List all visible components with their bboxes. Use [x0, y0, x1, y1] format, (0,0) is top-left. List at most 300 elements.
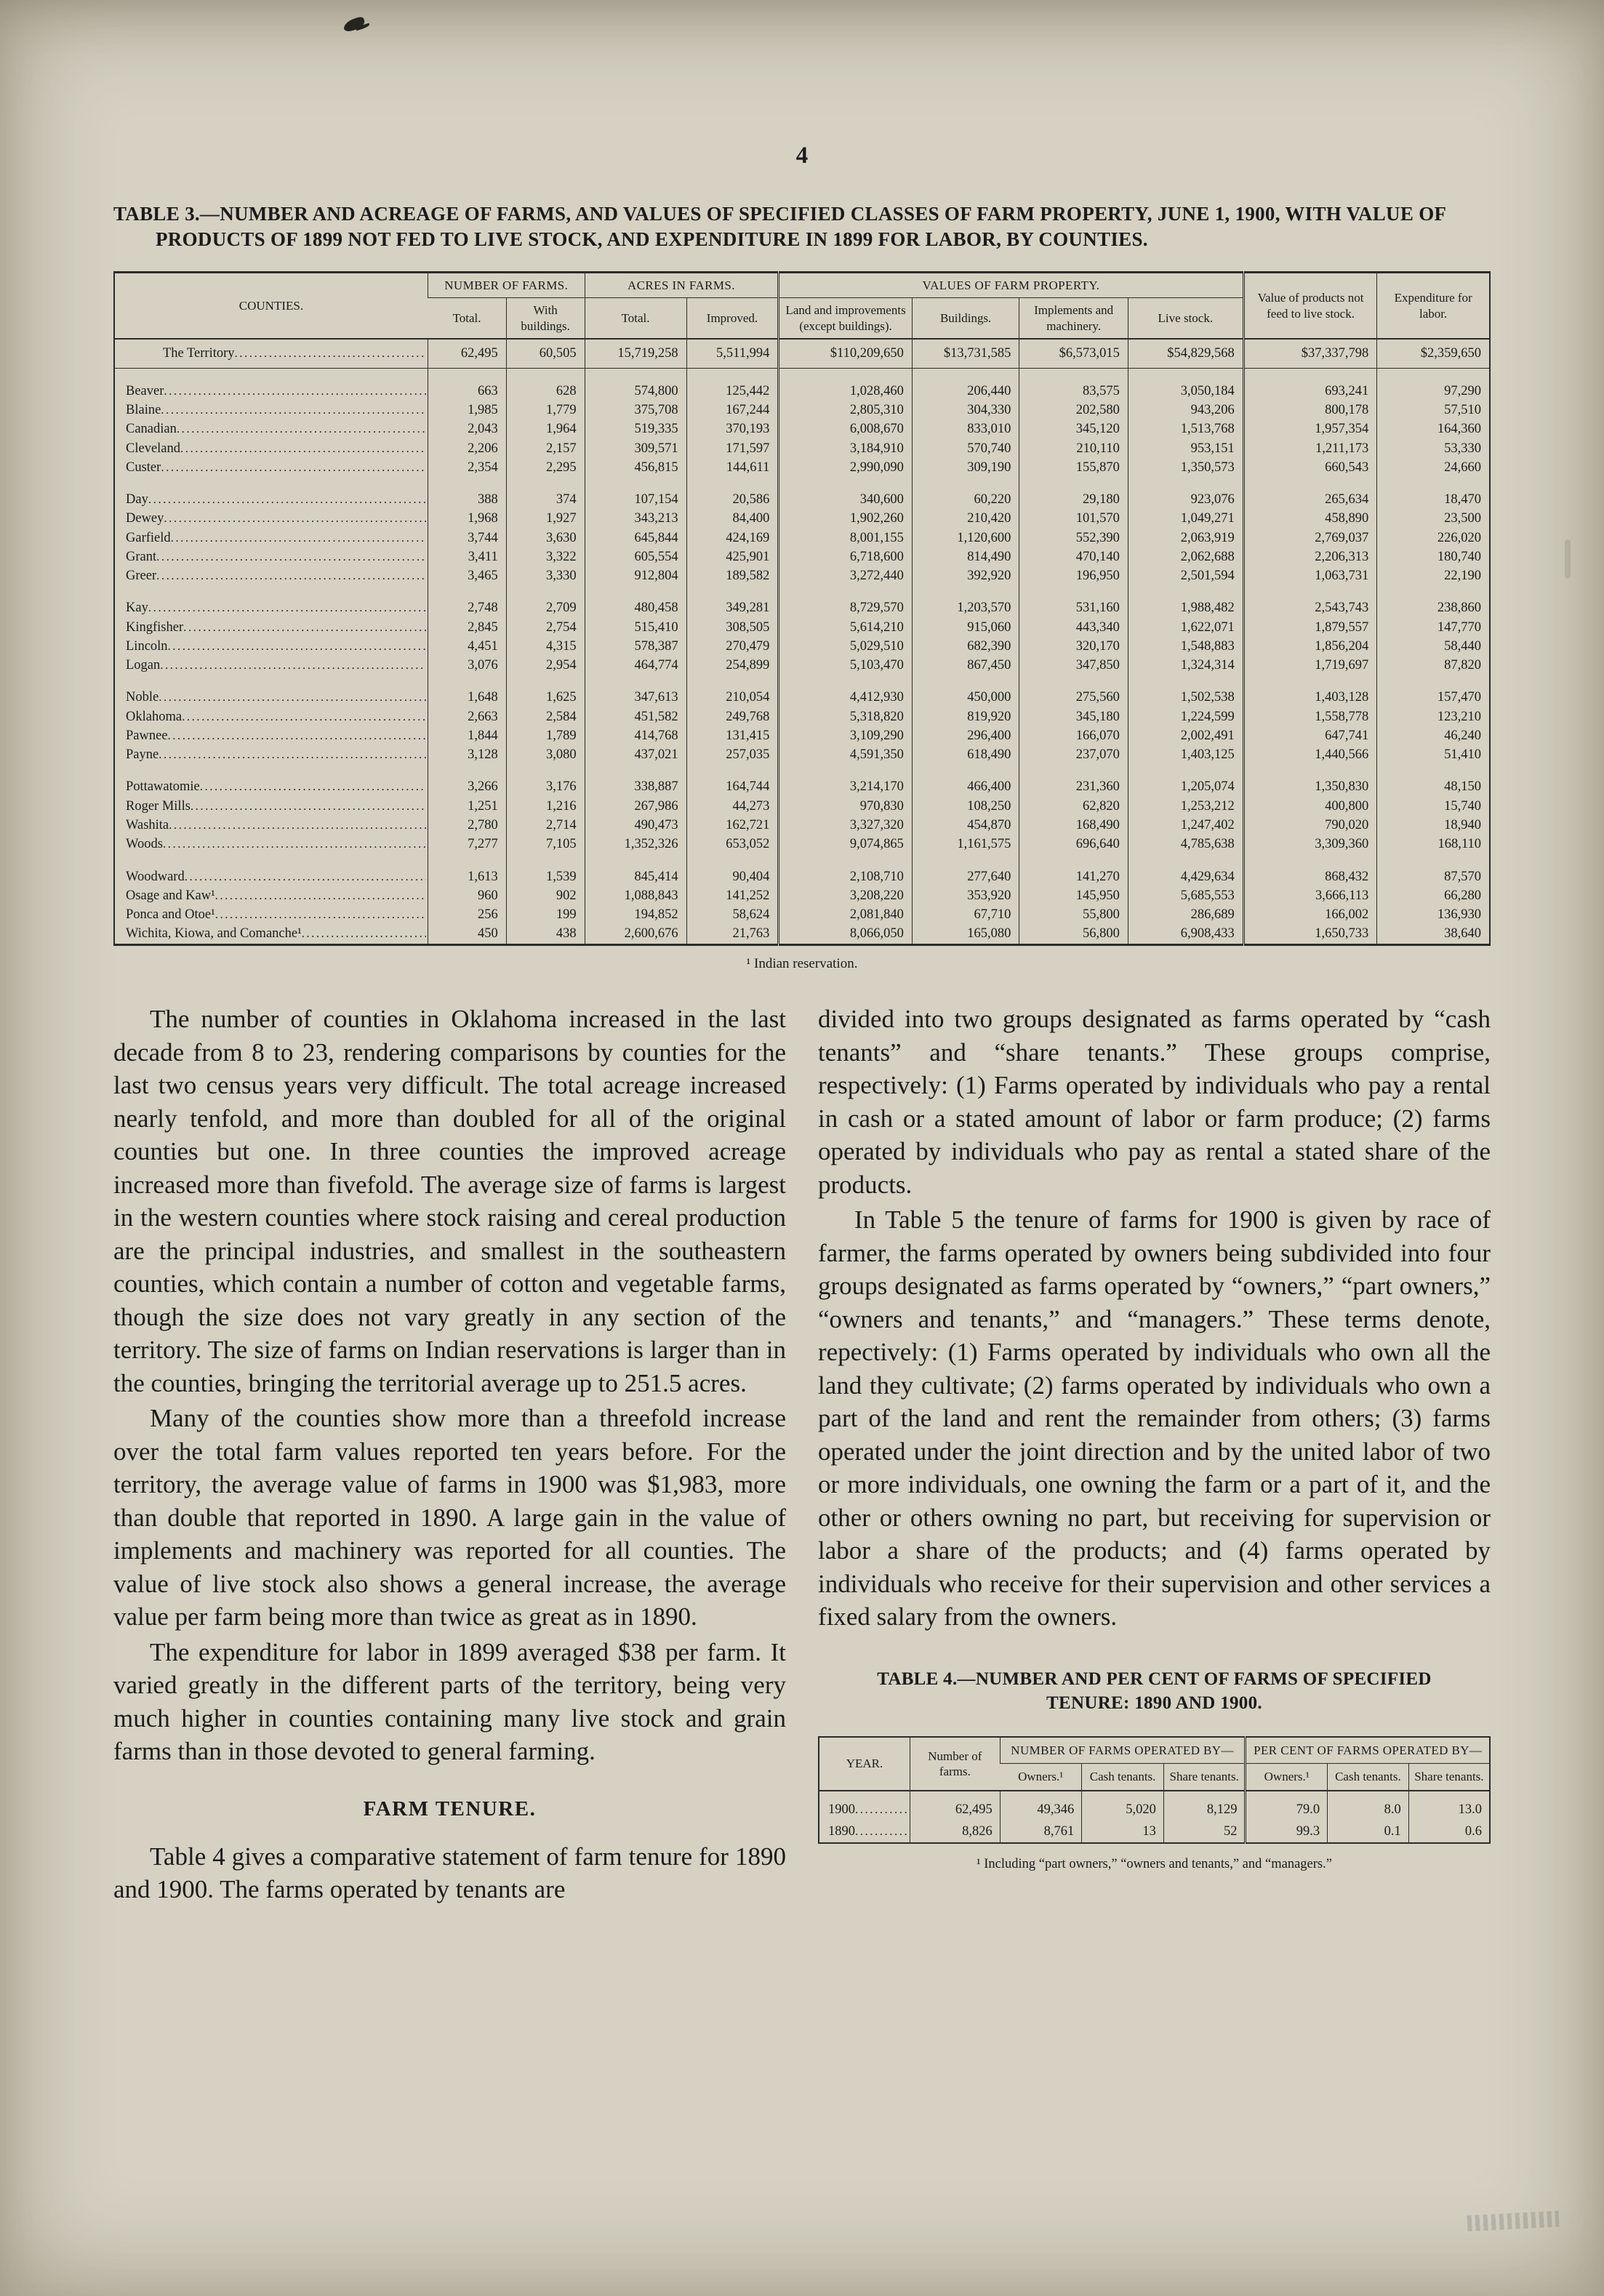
- gap-cell: [1019, 478, 1128, 491]
- value-cell: 8,129: [1163, 1791, 1246, 1821]
- table-row: [114, 567, 1490, 586]
- value-cell: 370,193: [686, 420, 779, 439]
- value-cell: 44,273: [686, 797, 779, 816]
- value-cell: 8,826: [910, 1821, 1001, 1843]
- value-cell: 1,539: [506, 867, 585, 886]
- table-row: [114, 458, 1490, 477]
- value-cell: 147,770: [1377, 618, 1490, 637]
- value-cell: 1,203,570: [912, 599, 1019, 618]
- value-cell: 388: [428, 491, 506, 510]
- value-cell: 4,591,350: [779, 746, 913, 765]
- value-cell: 3,666,113: [1243, 886, 1377, 905]
- value-cell: 1,902,260: [779, 510, 913, 529]
- value-cell: 57,510: [1377, 401, 1490, 420]
- table-row: [114, 439, 1490, 458]
- gap-cell: [1243, 478, 1377, 491]
- value-cell: 5,614,210: [779, 618, 913, 637]
- value-cell: $13,731,585: [912, 339, 1019, 369]
- value-cell: 1,205,074: [1128, 778, 1243, 797]
- table-row: [114, 906, 1490, 925]
- value-cell: 574,800: [585, 382, 686, 401]
- value-cell: 296,400: [912, 726, 1019, 745]
- gap-cell: [1377, 675, 1490, 689]
- value-cell: 2,157: [506, 439, 585, 458]
- col-header-owners: Owners.¹: [1018, 1770, 1064, 1784]
- col-group-number-operated-by: NUMBER OF FARMS OPERATED BY—: [1000, 1737, 1246, 1764]
- dot-leader: [235, 346, 426, 361]
- table4: [818, 1736, 1491, 1844]
- value-cell: 960: [428, 886, 506, 905]
- dot-leader: [164, 511, 425, 526]
- value-cell: 29,180: [1019, 491, 1128, 510]
- value-cell: 267,986: [585, 797, 686, 816]
- value-cell: 304,330: [912, 401, 1019, 420]
- dot-leader: [159, 747, 426, 763]
- table-row: [114, 657, 1490, 675]
- value-cell: 99.3: [1246, 1821, 1328, 1843]
- value-cell: $37,337,798: [1243, 339, 1377, 369]
- col-header-year: YEAR.: [846, 1757, 883, 1771]
- value-cell: 1,548,883: [1128, 637, 1243, 656]
- value-cell: 13: [1082, 1821, 1164, 1843]
- two-column-text: [113, 1003, 1491, 1906]
- value-cell: 123,210: [1377, 707, 1490, 726]
- group-gap: [114, 478, 1490, 491]
- gap-cell: [912, 369, 1019, 382]
- value-cell: 164,744: [686, 778, 779, 797]
- gap-cell: [912, 675, 1019, 689]
- value-cell: 7,105: [506, 835, 585, 854]
- value-cell: 867,450: [912, 657, 1019, 675]
- value-cell: 18,940: [1377, 816, 1490, 835]
- value-cell: 3,080: [506, 746, 585, 765]
- value-cell: 20,586: [686, 491, 779, 510]
- table-row: [114, 867, 1490, 886]
- value-cell: 340,600: [779, 491, 913, 510]
- value-cell: 2,043: [428, 420, 506, 439]
- value-cell: 21,763: [686, 925, 779, 945]
- value-cell: 868,432: [1243, 867, 1377, 886]
- table-row: [114, 618, 1490, 637]
- table4-body: [819, 1791, 1490, 1843]
- county-name-cell: [114, 618, 428, 637]
- value-cell: 2,108,710: [779, 867, 913, 886]
- value-cell: 3,330: [506, 567, 585, 586]
- value-cell: 647,741: [1243, 726, 1377, 745]
- dot-leader: [160, 658, 426, 673]
- value-cell: 166,070: [1019, 726, 1128, 745]
- gap-cell: [779, 854, 913, 867]
- gap-cell: [686, 675, 779, 689]
- county-name: Osage and Kaw¹: [126, 888, 215, 903]
- value-cell: 466,400: [912, 778, 1019, 797]
- gap-cell: [585, 675, 686, 689]
- farm-tenure-heading: FARM TENURE.: [363, 1797, 537, 1821]
- value-cell: 682,390: [912, 637, 1019, 656]
- value-cell: 552,390: [1019, 529, 1128, 547]
- gap-cell: [1019, 765, 1128, 778]
- value-cell: 345,120: [1019, 420, 1128, 439]
- value-cell: 1,120,600: [912, 529, 1019, 547]
- value-cell: 3,184,910: [779, 439, 913, 458]
- table3-title: TABLE 3.—NUMBER AND ACREAGE OF FARMS, AND VALUES OF SPECIFIED CLASSES OF FARM PROPERTY, JUNE 1, 1900, WITH VALUE OF PRODUCTS OF 1899 NOT FED TO LIVE STOCK, AND EXPENDITURE IN 1899 FOR LABOR, BY COUNTIES.: [113, 203, 1446, 251]
- value-cell: 58,440: [1377, 637, 1490, 656]
- gap-cell: [114, 854, 428, 867]
- table-row: [114, 529, 1490, 547]
- dot-leader: [156, 550, 426, 565]
- value-cell: 90,404: [686, 867, 779, 886]
- value-cell: 136,930: [1377, 906, 1490, 925]
- value-cell: 189,582: [686, 567, 779, 586]
- col-header-pct-cash-tenants: Cash tenants.: [1328, 1764, 1409, 1791]
- gap-cell: [1243, 675, 1377, 689]
- value-cell: 2,769,037: [1243, 529, 1377, 547]
- county-name: Canadian: [126, 422, 177, 437]
- county-name-cell: [114, 510, 428, 529]
- value-cell: 165,080: [912, 925, 1019, 945]
- value-cell: 256: [428, 906, 506, 925]
- dot-leader: [148, 492, 426, 507]
- value-cell: 902: [506, 886, 585, 905]
- value-cell: 48,150: [1377, 778, 1490, 797]
- value-cell: 1,161,575: [912, 835, 1019, 854]
- value-cell: 3,744: [428, 529, 506, 547]
- dot-leader: [159, 690, 426, 705]
- value-cell: 60,505: [506, 339, 585, 369]
- col-header-acres-total: Total.: [585, 298, 686, 339]
- dot-leader: [302, 926, 426, 942]
- value-cell: 3,076: [428, 657, 506, 675]
- gap-cell: [1243, 765, 1377, 778]
- col-group-values-of-property: VALUES OF FARM PROPERTY.: [779, 273, 1243, 298]
- value-cell: 2,002,491: [1128, 726, 1243, 745]
- value-cell: 912,804: [585, 567, 686, 586]
- value-cell: 265,634: [1243, 491, 1377, 510]
- value-cell: 2,543,743: [1243, 599, 1377, 618]
- county-name-cell: [114, 867, 428, 886]
- county-name: Oklahoma: [126, 709, 183, 724]
- gap-cell: [912, 586, 1019, 599]
- county-name: Wichita, Kiowa, and Comanche¹: [126, 926, 302, 942]
- value-cell: 1,247,402: [1128, 816, 1243, 835]
- value-cell: 62,495: [910, 1791, 1001, 1821]
- value-cell: 4,785,638: [1128, 835, 1243, 854]
- gap-cell: [1377, 854, 1490, 867]
- county-name-cell: [114, 778, 428, 797]
- county-name-cell: [114, 529, 428, 547]
- value-cell: 349,281: [686, 599, 779, 618]
- page-number: 4: [795, 143, 809, 169]
- col-header-with-buildings: With buildings.: [506, 298, 585, 339]
- group-gap: [114, 854, 1490, 867]
- value-cell: 1,440,566: [1243, 746, 1377, 765]
- value-cell: 2,663: [428, 707, 506, 726]
- value-cell: 1,352,326: [585, 835, 686, 854]
- value-cell: 66,280: [1377, 886, 1490, 905]
- value-cell: 1,403,128: [1243, 689, 1377, 707]
- value-cell: 13.0: [1408, 1791, 1490, 1821]
- value-cell: 286,689: [1128, 906, 1243, 925]
- county-name-cell: [114, 797, 428, 816]
- value-cell: 458,890: [1243, 510, 1377, 529]
- table3-footnote: ¹ Indian reservation.: [746, 956, 858, 972]
- value-cell: 605,554: [585, 547, 686, 566]
- year-label: 1900: [828, 1802, 855, 1817]
- value-cell: 237,070: [1019, 746, 1128, 765]
- value-cell: 345,180: [1019, 707, 1128, 726]
- value-cell: 2,954: [506, 657, 585, 675]
- value-cell: 2,990,090: [779, 458, 913, 477]
- value-cell: 1,216: [506, 797, 585, 816]
- dot-leader: [191, 799, 426, 814]
- col-header-acres-improved: Improved.: [686, 298, 779, 339]
- county-name: Beaver: [126, 383, 164, 398]
- value-cell: 819,920: [912, 707, 1019, 726]
- dot-leader: [171, 531, 426, 546]
- col-header-products-value: Value of products not feed to live stock.: [1243, 273, 1377, 339]
- county-name: Dewey: [126, 511, 164, 526]
- value-cell: 62,495: [428, 339, 506, 369]
- value-cell: 53,330: [1377, 439, 1490, 458]
- value-cell: 1,844: [428, 726, 506, 745]
- value-cell: 1,224,599: [1128, 707, 1243, 726]
- col-group-percent-operated-by: PER CENT OF FARMS OPERATED BY—: [1246, 1737, 1490, 1764]
- value-cell: 845,414: [585, 867, 686, 886]
- gap-cell: [506, 765, 585, 778]
- value-cell: 2,845: [428, 618, 506, 637]
- value-cell: 970,830: [779, 797, 913, 816]
- value-cell: 107,154: [585, 491, 686, 510]
- gap-cell: [686, 854, 779, 867]
- value-cell: 84,400: [686, 510, 779, 529]
- table-row: [114, 778, 1490, 797]
- value-cell: 15,740: [1377, 797, 1490, 816]
- value-cell: 693,241: [1243, 382, 1377, 401]
- value-cell: 1,789: [506, 726, 585, 745]
- value-cell: 0.6: [1408, 1821, 1490, 1843]
- gap-cell: [585, 369, 686, 382]
- value-cell: 157,470: [1377, 689, 1490, 707]
- county-name-cell: [114, 439, 428, 458]
- county-name-cell: [114, 657, 428, 675]
- value-cell: 210,054: [686, 689, 779, 707]
- col-header-number-of-farms: Number of farms.: [910, 1737, 1001, 1791]
- value-cell: 257,035: [686, 746, 779, 765]
- tenure-row: [819, 1791, 1490, 1821]
- county-name: Pottawatomie: [126, 779, 200, 795]
- dot-leader: [215, 888, 426, 904]
- value-cell: 3,128: [428, 746, 506, 765]
- value-cell: 3,309,360: [1243, 835, 1377, 854]
- dot-leader: [169, 818, 426, 833]
- value-cell: 1,211,173: [1243, 439, 1377, 458]
- table-row: [114, 547, 1490, 566]
- gap-cell: [779, 765, 913, 778]
- value-cell: 2,206,313: [1243, 547, 1377, 566]
- gap-cell: [686, 765, 779, 778]
- value-cell: 101,570: [1019, 510, 1128, 529]
- value-cell: 374: [506, 491, 585, 510]
- value-cell: 231,360: [1019, 778, 1128, 797]
- gap-cell: [428, 854, 506, 867]
- county-name-cell: [114, 925, 428, 945]
- county-name: Kingfisher: [126, 619, 184, 635]
- value-cell: 3,630: [506, 529, 585, 547]
- county-name: Ponca and Otoe¹: [126, 907, 215, 923]
- value-cell: 2,081,840: [779, 906, 913, 925]
- value-cell: 5,511,994: [686, 339, 779, 369]
- value-cell: 1,650,733: [1243, 925, 1377, 945]
- value-cell: 56,800: [1019, 925, 1128, 945]
- value-cell: 168,490: [1019, 816, 1128, 835]
- value-cell: 155,870: [1019, 458, 1128, 477]
- value-cell: 480,458: [585, 599, 686, 618]
- value-cell: 443,340: [1019, 618, 1128, 637]
- col-header-farms-total: Total.: [452, 311, 481, 326]
- county-name-cell: [114, 567, 428, 586]
- value-cell: 3,109,290: [779, 726, 913, 745]
- value-cell: 79.0: [1246, 1791, 1328, 1821]
- value-cell: 343,213: [585, 510, 686, 529]
- value-cell: 3,272,440: [779, 567, 913, 586]
- gap-cell: [1128, 765, 1243, 778]
- value-cell: 1,558,778: [1243, 707, 1377, 726]
- value-cell: 353,920: [912, 886, 1019, 905]
- value-cell: 450,000: [912, 689, 1019, 707]
- value-cell: 67,710: [912, 906, 1019, 925]
- value-cell: 1,957,354: [1243, 420, 1377, 439]
- value-cell: 309,190: [912, 458, 1019, 477]
- gap-cell: [1128, 675, 1243, 689]
- col-group-acres-in-farms: ACRES IN FARMS.: [585, 273, 779, 298]
- table3: [113, 271, 1491, 946]
- value-cell: 663: [428, 382, 506, 401]
- county-name: Noble: [126, 690, 159, 705]
- value-cell: 923,076: [1128, 491, 1243, 510]
- county-name: Woodward: [126, 869, 185, 884]
- table4-title: TABLE 4.—NUMBER AND PER CENT OF FARMS OF SPECIFIED TENURE: 1890 AND 1900.: [877, 1669, 1432, 1714]
- table-row: [114, 401, 1490, 420]
- value-cell: 202,580: [1019, 401, 1128, 420]
- group-gap: [114, 765, 1490, 778]
- value-cell: 2,062,688: [1128, 547, 1243, 566]
- county-name: Logan: [126, 658, 161, 673]
- gap-cell: [1377, 765, 1490, 778]
- gap-cell: [428, 765, 506, 778]
- county-name-cell: [114, 906, 428, 925]
- gap-cell: [1019, 854, 1128, 867]
- value-cell: 1,251: [428, 797, 506, 816]
- group-gap: [114, 586, 1490, 599]
- value-cell: 49,346: [1000, 1791, 1082, 1821]
- county-name-cell: [114, 547, 428, 566]
- value-cell: 1,063,731: [1243, 567, 1377, 586]
- county-name: Washita: [126, 818, 169, 833]
- value-cell: 2,295: [506, 458, 585, 477]
- gap-cell: [506, 478, 585, 491]
- value-cell: 570,740: [912, 439, 1019, 458]
- dot-leader: [185, 870, 426, 885]
- county-name: Woods: [126, 837, 163, 852]
- value-cell: 275,560: [1019, 689, 1128, 707]
- year-cell: [819, 1791, 910, 1821]
- value-cell: 8,761: [1000, 1821, 1082, 1843]
- gap-cell: [506, 369, 585, 382]
- county-name: Payne: [126, 747, 159, 763]
- value-cell: 3,327,320: [779, 816, 913, 835]
- county-name-cell: [114, 886, 428, 905]
- value-cell: 1,253,212: [1128, 797, 1243, 816]
- dot-leader: [855, 1802, 908, 1818]
- value-cell: 2,709: [506, 599, 585, 618]
- gap-cell: [428, 478, 506, 491]
- value-cell: 83,575: [1019, 382, 1128, 401]
- scan-artifact: [1467, 2211, 1560, 2232]
- gap-cell: [912, 854, 1019, 867]
- dot-leader: [182, 710, 426, 725]
- gap-cell: [1377, 586, 1490, 599]
- col-header-land-improvements: Land and improvements (except buildings).: [779, 298, 913, 339]
- gap-cell: [1243, 854, 1377, 867]
- value-cell: 833,010: [912, 420, 1019, 439]
- value-cell: 46,240: [1377, 726, 1490, 745]
- dot-leader: [183, 620, 426, 635]
- county-name: Roger Mills: [126, 798, 191, 814]
- value-cell: 52: [1163, 1821, 1246, 1843]
- value-cell: 375,708: [585, 401, 686, 420]
- county-name-cell: [114, 707, 428, 726]
- table-row: [114, 886, 1490, 905]
- value-cell: 226,020: [1377, 529, 1490, 547]
- value-cell: 400,800: [1243, 797, 1377, 816]
- gap-cell: [114, 675, 428, 689]
- gap-cell: [779, 369, 913, 382]
- county-name: Lincoln: [126, 638, 168, 654]
- gap-cell: [585, 586, 686, 599]
- value-cell: 515,410: [585, 618, 686, 637]
- value-cell: 8,729,570: [779, 599, 913, 618]
- value-cell: 1,350,830: [1243, 778, 1377, 797]
- value-cell: 531,160: [1019, 599, 1128, 618]
- county-name: Day: [126, 492, 148, 507]
- gap-cell: [1243, 586, 1377, 599]
- value-cell: 2,748: [428, 599, 506, 618]
- dot-leader: [215, 907, 426, 923]
- col-header-implements: Implements and machinery.: [1019, 298, 1128, 339]
- value-cell: 87,570: [1377, 867, 1490, 886]
- value-cell: 456,815: [585, 458, 686, 477]
- dot-leader: [177, 422, 426, 437]
- value-cell: 1,502,538: [1128, 689, 1243, 707]
- value-cell: 38,640: [1377, 925, 1490, 945]
- value-cell: 347,613: [585, 689, 686, 707]
- gap-cell: [779, 478, 913, 491]
- gap-cell: [585, 478, 686, 491]
- county-name-cell: [114, 816, 428, 835]
- value-cell: 58,624: [686, 906, 779, 925]
- value-cell: 1,985: [428, 401, 506, 420]
- value-cell: $54,829,568: [1128, 339, 1243, 369]
- value-cell: 180,740: [1377, 547, 1490, 566]
- county-name-cell: [114, 420, 428, 439]
- value-cell: 168,110: [1377, 835, 1490, 854]
- gap-cell: [506, 675, 585, 689]
- gap-cell: [912, 765, 1019, 778]
- value-cell: 87,820: [1377, 657, 1490, 675]
- value-cell: 1,613: [428, 867, 506, 886]
- paragraph: The number of counties in Oklahoma increased in the last decade from 8 to 23, rendering comparisons by counties for the last two census years very difficult. The total acreage increased nearly tenfold, and more than doubled for all of the original counties but one. In three counties the improved acreage increased more than fivefold. The average size of farms is largest in the western counties where stock raising and cereal production are the principal industries, and smallest in the southeastern counties, which contain a number of cotton and vegetable farms, though the size does not vary greatly in any section of the territory. The size of farms on Indian reservations is larger than in the counties, bringing the territorial average up to 251.5 acres.: [113, 1005, 786, 1397]
- value-cell: 9,074,865: [779, 835, 913, 854]
